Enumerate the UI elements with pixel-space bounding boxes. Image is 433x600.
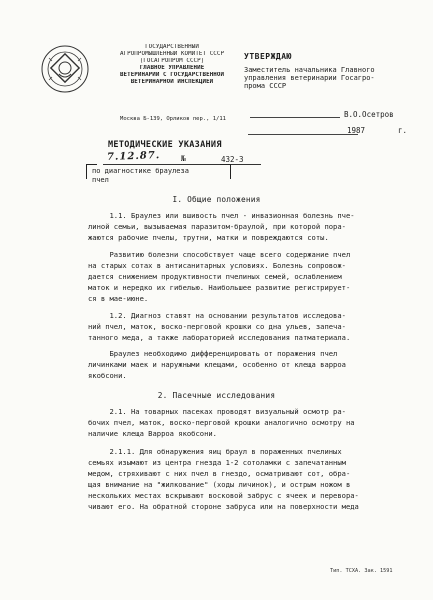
text-line: танного меда, а также лабораторией исследования патматериала. <box>88 333 351 342</box>
ministry-line: (ГОСАГРОПРОМ СССР) <box>139 58 205 64</box>
paragraph <box>88 310 420 343</box>
paragraph <box>88 348 420 381</box>
text-line: наличие клеща Варроа якобсони. <box>88 429 217 438</box>
text-line: ся в мае-июне. <box>88 294 149 303</box>
printer-imprint: Тип. ТСХА. Зак. 1591 <box>330 568 393 574</box>
ministry-address: Москва Б-139, Орликов пер., 1/11 <box>120 116 226 122</box>
text-line: нескольких местах вскрывают восковой забрус с ячеек и перевора- <box>88 491 359 500</box>
ministry-header <box>88 44 256 86</box>
registration-number: 432-3 <box>221 155 244 164</box>
paragraph <box>88 446 420 512</box>
text-line: якобсони. <box>88 371 127 380</box>
section-heading: I. Общие положения <box>172 195 261 204</box>
text-line: щая внимание на "жилкование" (ходы личинок), и острым ножом в <box>88 480 351 489</box>
text-line: линой семьи, вызываемая паразитом-браулой, при которой пора- <box>88 222 346 231</box>
approval-line: прома СССР <box>244 82 287 91</box>
text-line: 1.2. Диагноз ставят на основании результатов исследова- <box>88 311 346 320</box>
ministry-line: АГРОПРОМЫШЛЕННЫЙ КОМИТЕТ СССР <box>119 51 225 57</box>
text-line: чивают его. На обратной стороне забруса или на поверхности меда <box>88 502 359 511</box>
text-line: медом, стряхивают с них пчел в гнездо, осматривают сот, обра- <box>88 469 351 478</box>
document-subject <box>92 167 212 184</box>
document-type: МЕТОДИЧЕСКИЕ УКАЗАНИЯ <box>108 140 222 150</box>
paragraph <box>88 249 420 304</box>
approval-line: управления ветеринарии Госагро- <box>244 74 375 83</box>
subject-line: пчел <box>92 175 109 184</box>
approval-title: УТВЕРЖДАЮ <box>244 52 292 61</box>
signature-line <box>250 117 340 118</box>
ministry-line: ВЕТЕРИНАРИИ С ГОСУДАРСТВЕННОЙ <box>119 72 225 78</box>
section-heading: 2. Пасечные исследования <box>157 391 276 400</box>
text-line: 2.1. На товарных пасеках проводят визуальный осмотр ра- <box>88 407 346 416</box>
date-line <box>248 134 358 135</box>
registration-row <box>103 152 263 166</box>
text-line: ний пчел, маток, воско-перговой крошки со дна ульев, запеча- <box>88 322 346 331</box>
text-line: дается снижением продуктивности пчелиных семей, ослаблением <box>88 272 342 281</box>
paragraph <box>88 406 420 439</box>
approval-year-suffix: г. <box>398 126 408 135</box>
text-line: Развитию болезни способствует чаще всего содержание пчел <box>88 250 351 259</box>
text-line: личинками маек и наружными клещами, особенно от клеща варроа <box>88 360 346 369</box>
ministry-line: ГОСУДАРСТВЕННЫЙ <box>145 44 199 50</box>
subject-line: по диагностике браулеза <box>92 167 189 175</box>
registration-date: 7.12.87. <box>106 150 161 163</box>
subject-bracket-right <box>220 164 231 179</box>
text-line: 1.1. Браулез или вшивость пчел - инвазионная болезнь пче- <box>88 211 355 220</box>
ministry-line: ВЕТЕРИНАРНОЙ ИНСПЕКЦИЕЙ <box>130 79 214 85</box>
text-line: семьях изымают из центра гнезда 1-2 сотоламки с запечатанным <box>88 458 346 467</box>
approval-year: 1987 <box>347 126 366 135</box>
registration-underline <box>103 164 261 165</box>
state-emblem-seal <box>40 44 90 94</box>
text-line: на старых сотах в антисанитарных условиях. Болезнь сопровож- <box>88 261 346 270</box>
text-line: маток и нередко их гибелью. Наибольшее развитие регистрирует- <box>88 283 351 292</box>
text-line: бочих пчел, маток, воско-перговой крошки аналогично осмотру на <box>88 418 355 427</box>
registration-number-sign: № <box>181 154 186 163</box>
ministry-line: ГЛАВНОЕ УПРАВЛЕНИЕ <box>139 65 205 71</box>
approval-line: Заместитель начальника Главного <box>244 66 375 74</box>
text-line: 2.1.1. Для обнаружения яиц браул в пораженных пчелиных <box>88 447 342 456</box>
approval-block <box>244 52 416 91</box>
text-line: Браулез необходимо дифференцировать от поражения пчел <box>88 349 338 358</box>
approval-signer: В.О.Осетров <box>344 110 394 119</box>
text-line: жаются рабочие пчелы, трутни, матки и повреждаются соты. <box>88 233 329 242</box>
approval-position <box>244 66 416 91</box>
paragraph <box>88 210 420 243</box>
